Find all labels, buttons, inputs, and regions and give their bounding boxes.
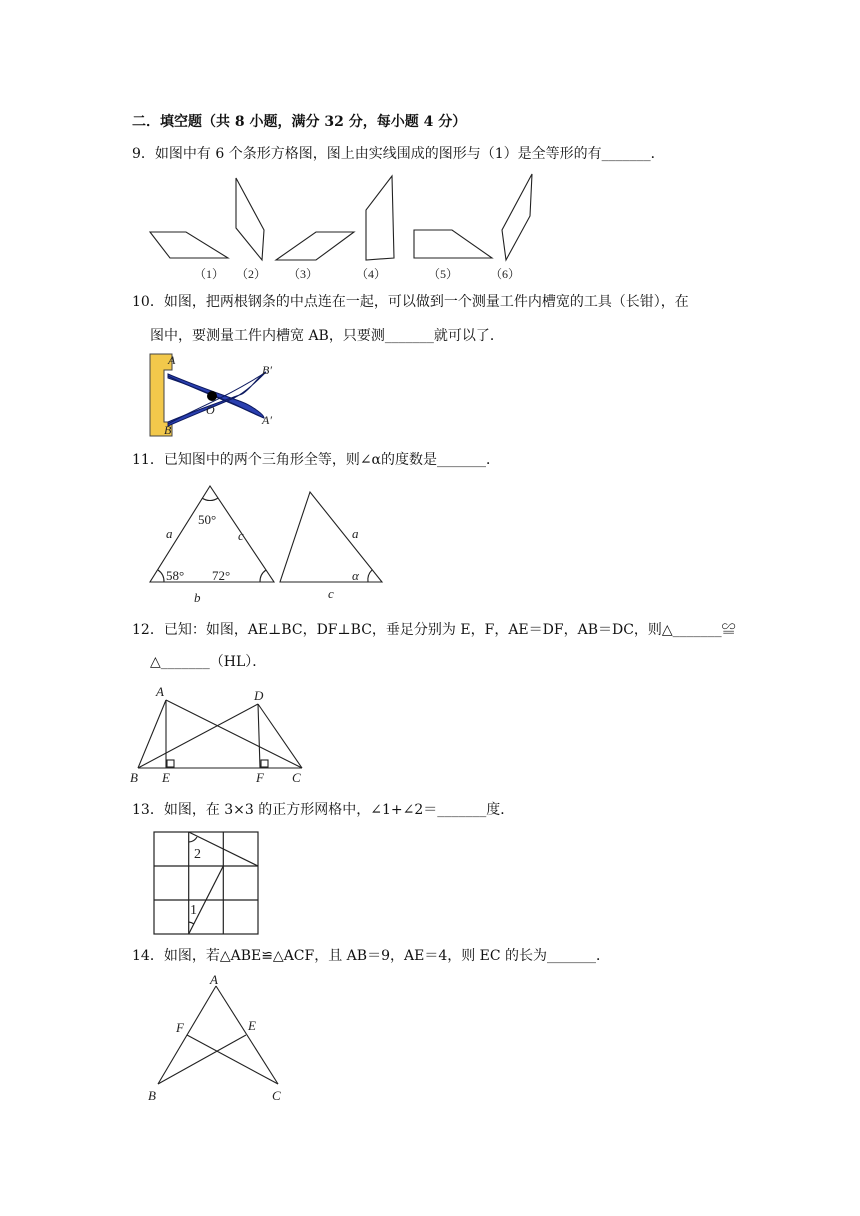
label-D: D [254, 688, 264, 703]
label-F: F [256, 770, 264, 785]
question-12-line-1: 12．已知：如图，AE⊥BC，DF⊥BC，垂足分别为 E，F，AE＝DF，AB＝DC，则△_______≌ [132, 622, 736, 638]
label-B: B [148, 1088, 156, 1103]
question-13-figure [150, 828, 262, 936]
shape-label-1: （1） [194, 267, 225, 281]
right-triangle [280, 492, 382, 582]
question-12-line-2: △_______（HL）． [150, 654, 267, 670]
label-B-prime: B′ [262, 363, 272, 377]
shape-label-4: （4） [356, 267, 387, 281]
label-C: C [272, 1088, 281, 1103]
question-11-text: 11．已知图中的两个三角形全等，则∠α的度数是_______． [132, 452, 500, 468]
shape-label-5: （5） [428, 267, 459, 281]
label-O: O [206, 403, 215, 417]
question-11-figure [140, 476, 400, 606]
angle-alpha: α [352, 568, 359, 583]
label-A: A [210, 972, 218, 987]
label-F: F [176, 1020, 184, 1035]
left-side-a: a [166, 526, 173, 541]
right-side-c: c [328, 586, 334, 601]
shape-label-2: （2） [236, 267, 267, 281]
grid-outline [154, 832, 258, 934]
section-title: 二．填空题（共 8 小题，满分 32 分，每小题 4 分） [132, 114, 467, 130]
angle-1-label: 1 [190, 903, 197, 918]
shape-3 [276, 232, 354, 260]
label-C: C [292, 770, 301, 785]
shape-2 [236, 178, 264, 260]
label-A-prime: A′ [262, 413, 272, 427]
shape-5 [414, 230, 492, 258]
pivot-point [207, 391, 217, 401]
label-B: B [130, 770, 138, 785]
label-E: E [162, 770, 170, 785]
question-9-figure [140, 170, 540, 286]
question-14-text: 14．如图，若△ABE≌△ACF，且 AB＝9，AE＝4，则 EC 的长为_______． [132, 948, 611, 964]
left-side-b: b [194, 590, 201, 605]
angle-right: 72° [212, 568, 231, 583]
shape-label-6: （6） [490, 267, 521, 281]
label-A: A [156, 684, 164, 699]
shape-1 [150, 232, 228, 258]
shape-label-3: （3） [288, 267, 319, 281]
shape-6 [502, 174, 532, 260]
right-side-a: a [352, 526, 359, 541]
left-side-c: c [238, 528, 244, 543]
label-A: A [168, 353, 176, 367]
label-E: E [248, 1018, 256, 1033]
question-13-text: 13．如图，在 3×3 的正方形网格中，∠1+∠2＝_______度． [132, 802, 515, 818]
question-9-text: 9．如图中有 6 个条形方格图，图上由实线围成的图形与（1）是全等形的有_______． [132, 146, 665, 162]
angle-2-label: 2 [194, 847, 201, 862]
question-10-figure [146, 350, 296, 440]
question-10-line-1: 10．如图，把两根钢条的中点连在一起，可以做到一个测量工件内槽宽的工具（长钳），在 [132, 294, 689, 310]
question-12-figure [126, 682, 310, 788]
label-B: B [164, 423, 172, 437]
question-10-line-2: 图中，要测量工件内槽宽 AB，只要测_______就可以了． [150, 328, 504, 344]
question-14-figure [140, 972, 300, 1108]
angle-left: 58° [166, 568, 185, 583]
shape-4 [366, 176, 394, 260]
angle-top: 50° [198, 512, 217, 527]
